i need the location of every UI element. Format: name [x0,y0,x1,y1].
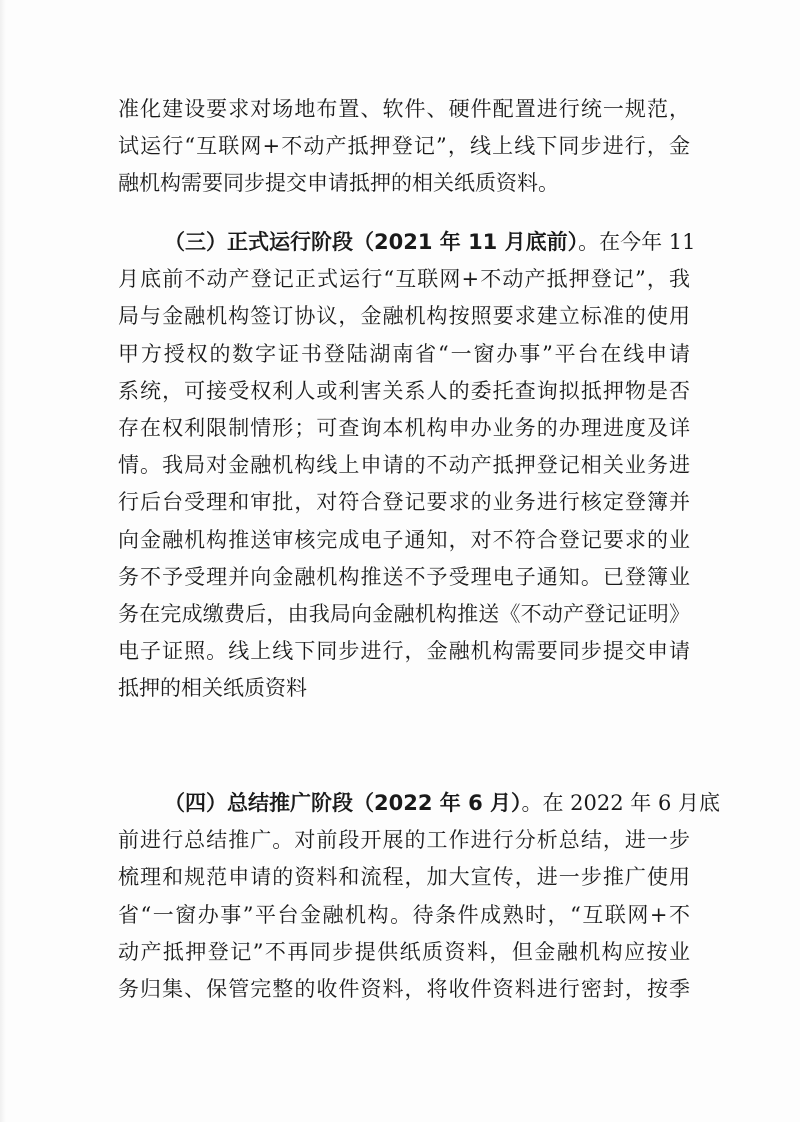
text-line: 准化建设要求对场地布置、软件、硬件配置进行统一规范， [118,97,690,121]
text-line [118,224,696,261]
heading-continuation: 。在今年 11 [578,230,696,254]
text-line: 试运行“互联网+不动产抵押登记”，线上线下同步进行，金 [118,134,690,159]
text-line: 行后台受理和审批，对符合登记要求的业务进行核定登簿并 [118,490,690,515]
text-line: 务在完成缴费后，由我局向金融机构推送《不动产登记证明》 [118,601,690,626]
text-line: 务不予受理并向金融机构推送不予受理电子通知。已登簿业 [118,564,690,589]
text-line: 系统，可接受权利人或利害关系人的委托查询拟抵押物是否 [118,378,690,403]
text-line: 情。我局对金融机构线上申请的不动产抵押登记相关业务进 [118,453,690,478]
scan-edge [0,0,6,1122]
text-line: 局与金融机构签订协议，金融机构按照要求建立标准的使用 [118,304,690,329]
text-line: 存在权利限制情形；可查询本机构申办业务的办理进度及详 [118,415,690,440]
section-heading: （三）正式运行阶段（2021 年 11 月底前） [164,230,579,254]
text-line: 动产抵押登记”不再同步提供纸质资料，但金融机构应按业 [118,939,690,964]
text-line: 向金融机构推送审核完成电子通知，对不符合登记要求的业 [118,527,690,552]
heading-continuation: 。在 2022 年 6 月底 [521,791,721,815]
text-line: 月底前不动产登记正式运行“互联网+不动产抵押登记”，我 [118,267,690,292]
text-line: 甲方授权的数字证书登陆湖南省“一窗办事”平台在线申请 [118,341,690,366]
paragraph-2 [118,224,696,707]
section-heading: （四）总结推广阶段（2022 年 6 月） [164,791,522,815]
text-line: 务归集、保管完整的收件资料，将收件资料进行密封，按季 [118,976,690,1001]
text-line [118,785,721,822]
text-line: 电子证照。线上线下同步进行，金融机构需要同步提交申请 [118,639,690,664]
text-line: 梳理和规范申请的资料和流程，加大宣传，进一步推广使用 [118,865,690,890]
text-line: 抵押的相关纸质资料 [118,676,307,701]
text-line: 前进行总结推广。对前段开展的工作进行分析总结，进一步 [118,828,690,853]
text-line: 融机构需要同步提交申请抵押的相关纸质资料。 [118,171,559,196]
text-line: 省“一窗办事”平台金融机构。待条件成熟时，“互联网+不 [118,902,690,927]
paragraph-1 [118,91,690,203]
paragraph-3 [118,785,721,1008]
